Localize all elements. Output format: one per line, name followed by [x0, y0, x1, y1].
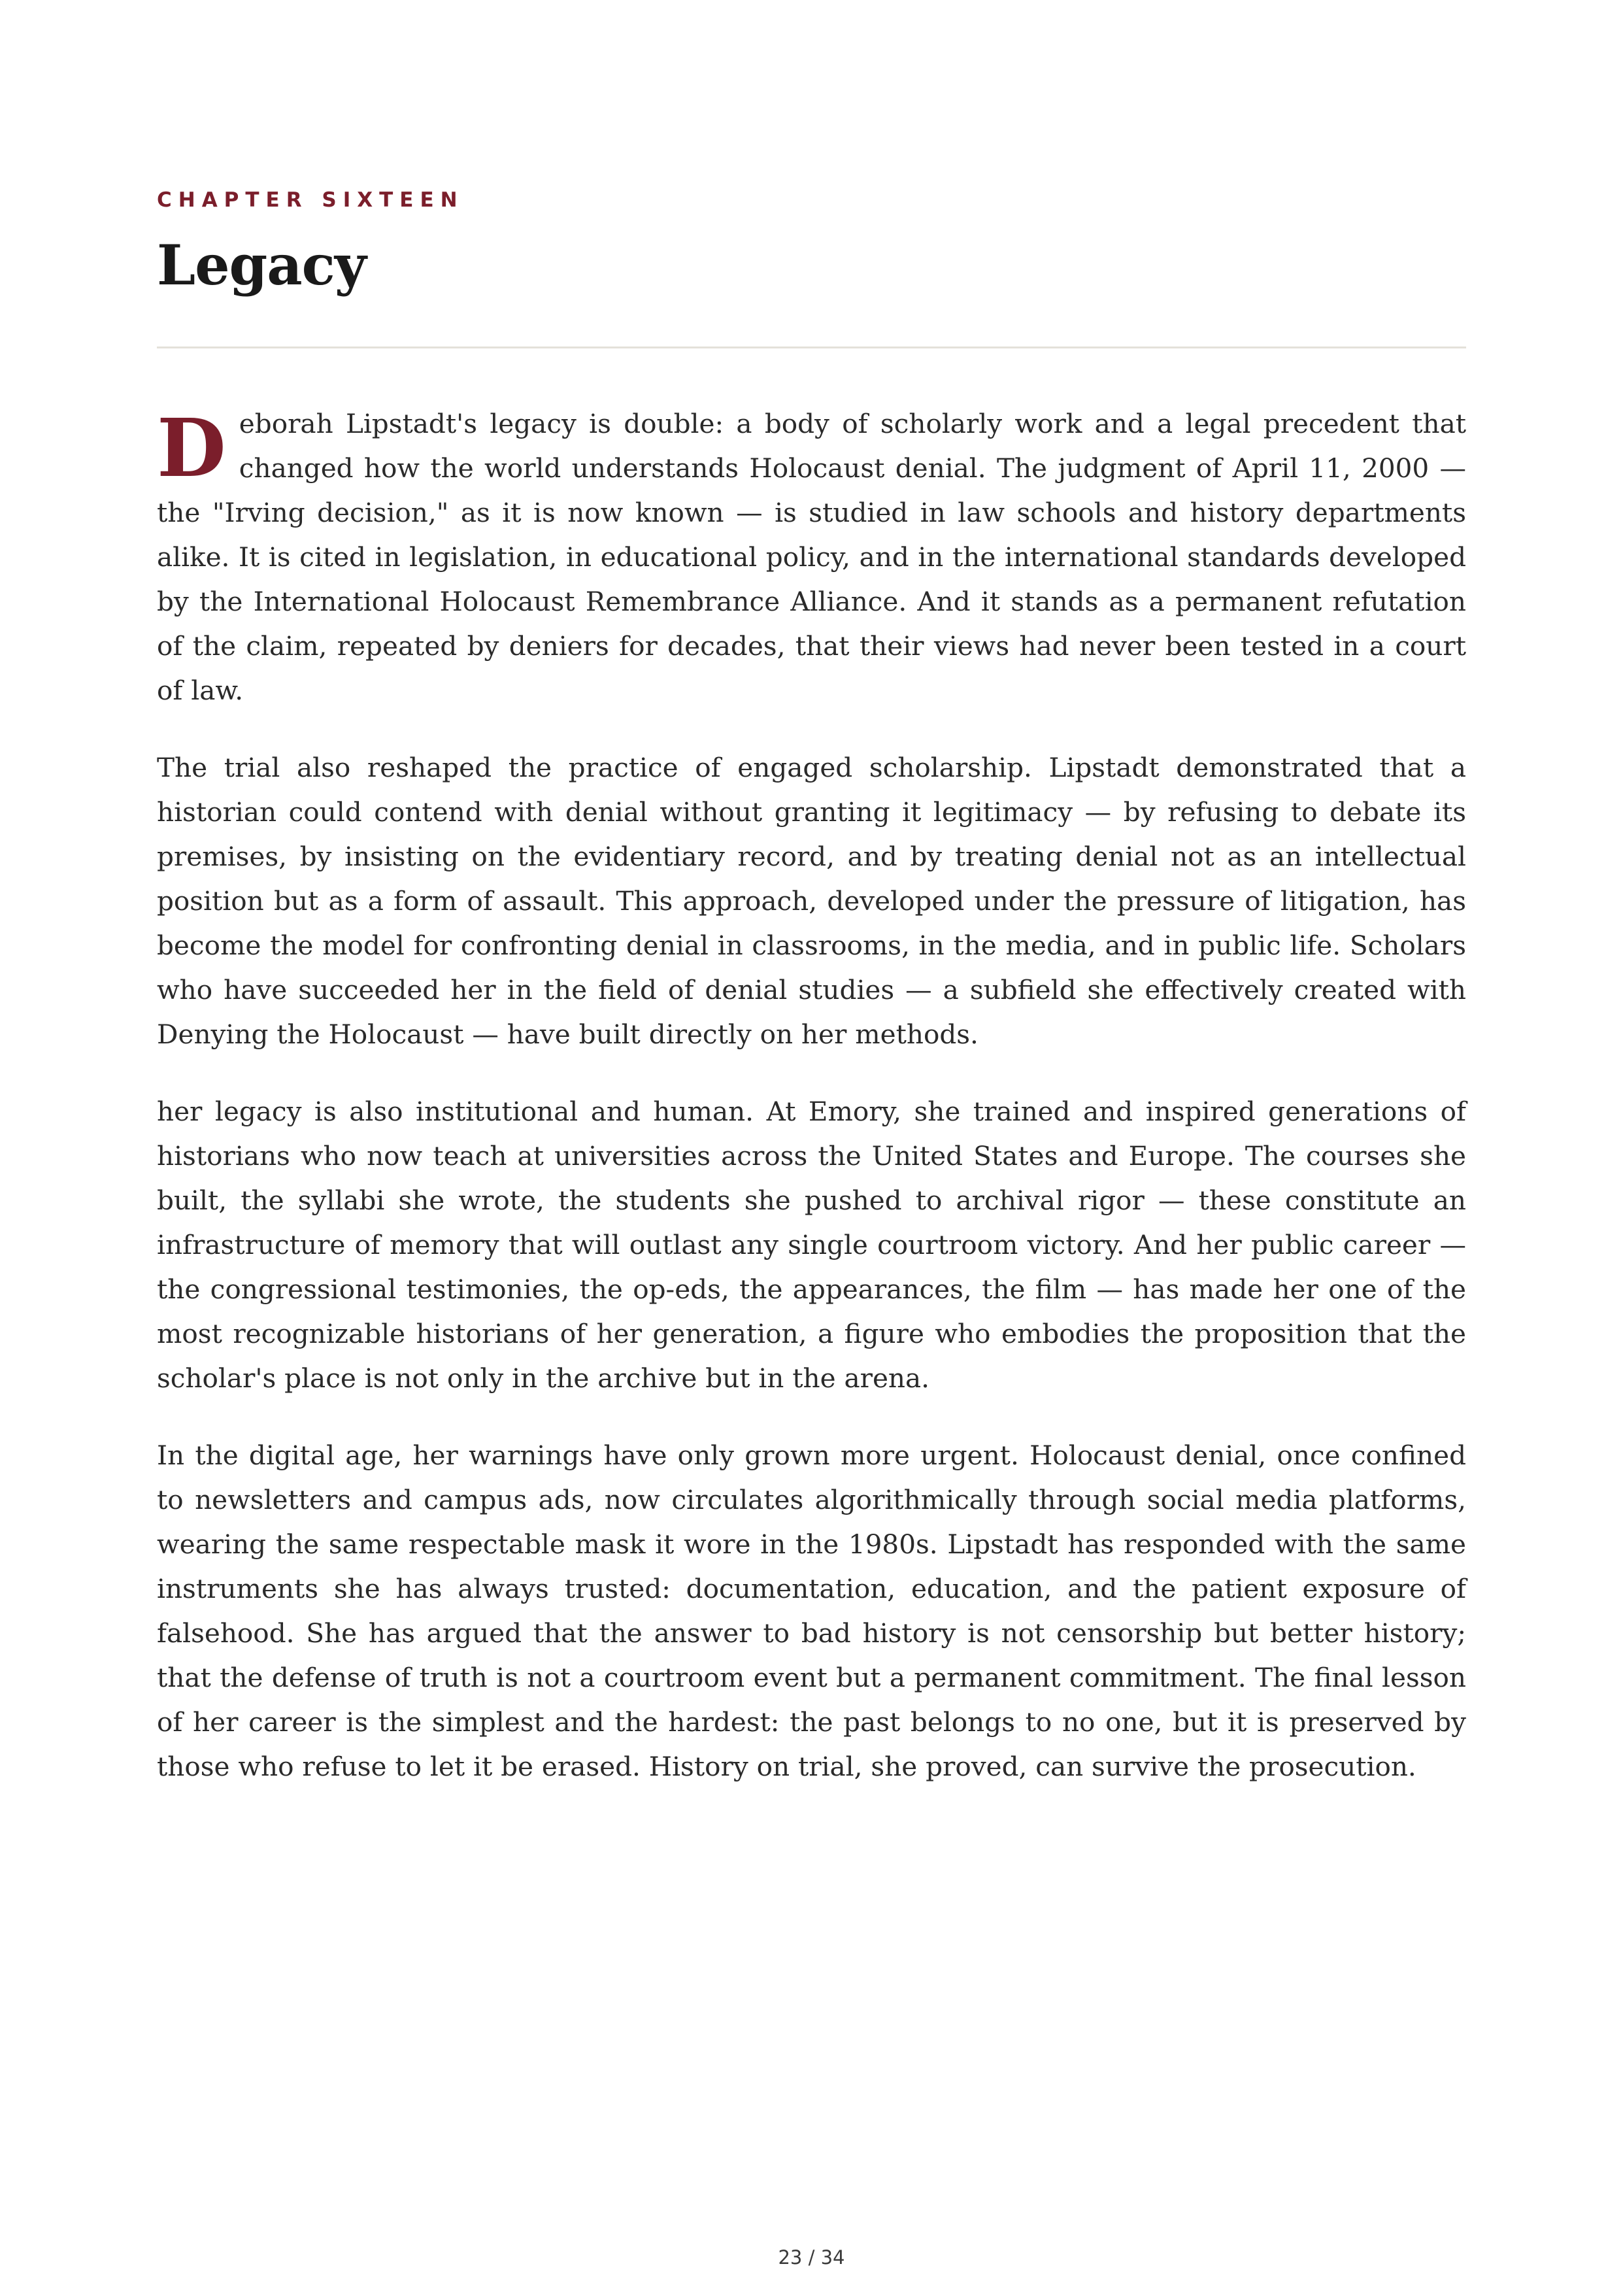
paragraph-3: her legacy is also institutional and human. At Emory, she trained and inspired generations of historians who now teach at universities across the United States and Europe. The courses she built, the syllabi she wrote, the students she pushed to archival rigor — these constitute an infrastructure of memory that will outlast any single courtroom victory. And her public career — the congressional testimonies, the op-eds, the appearances, the film — has made her one of the most recognizable historians of her generation, a figure who embodies the proposition that the scholar's place is not only in the archive but in the arena.	[157, 1096, 1466, 1394]
paragraph-1	[157, 401, 1466, 713]
paragraph-4: In the digital age, her warnings have only grown more urgent. Holocaust denial, once confined to newsletters and campus ads, now circulates algorithmically through social media platforms, wearing the same respectable mask it wore in the 1980s. Lipstadt has responded with the same instruments she has always trusted: documentation, education, and the patient exposure of falsehood. She has argued that the answer to bad history is not censorship but better history; that the defense of truth is not a courtroom event but a permanent commitment. The final lesson of her career is the simplest and the hardest: the past belongs to no one, but it is preserved by those who refuse to let it be erased. History on trial, she proved, can survive the prosecution.	[157, 1440, 1466, 1782]
chapter-body	[157, 401, 1466, 1821]
title-divider	[157, 346, 1466, 348]
paragraph-1-text: eborah Lipstadt's legacy is double: a body of scholarly work and a legal precedent that changed how the world understands Holocaust denial. The judgment of April 11, 2000 — the "Irving decision," as it is now known — is studied in law schools and history departments alike. It is cited in legislation, in educational policy, and in the international standards developed by the International Holocaust Remembrance Alliance. And it stands as a permanent refutation of the claim, repeated by deniers for decades, that their views had never been tested in a court of law.	[157, 408, 1466, 706]
drop-cap: D	[157, 401, 226, 495]
chapter-title: Legacy	[157, 233, 366, 297]
chapter-label: CHAPTER SIXTEEN	[157, 188, 464, 212]
page-number: 23 / 34	[778, 2246, 845, 2269]
paragraph-2: The trial also reshaped the practice of engaged scholarship. Lipstadt demonstrated that a historian could contend with denial without granting it legitimacy — by refusing to debate its premises, by insisting on the evidentiary record, and by treating denial not as an intellectual position but as a form of assault. This approach, developed under the pressure of litigation, has become the model for confronting denial in classrooms, in the media, and in public life. Scholars who have succeeded her in the field of denial studies — a subfield she effectively created with Denying the Holocaust — have built directly on her methods.	[157, 752, 1466, 1050]
